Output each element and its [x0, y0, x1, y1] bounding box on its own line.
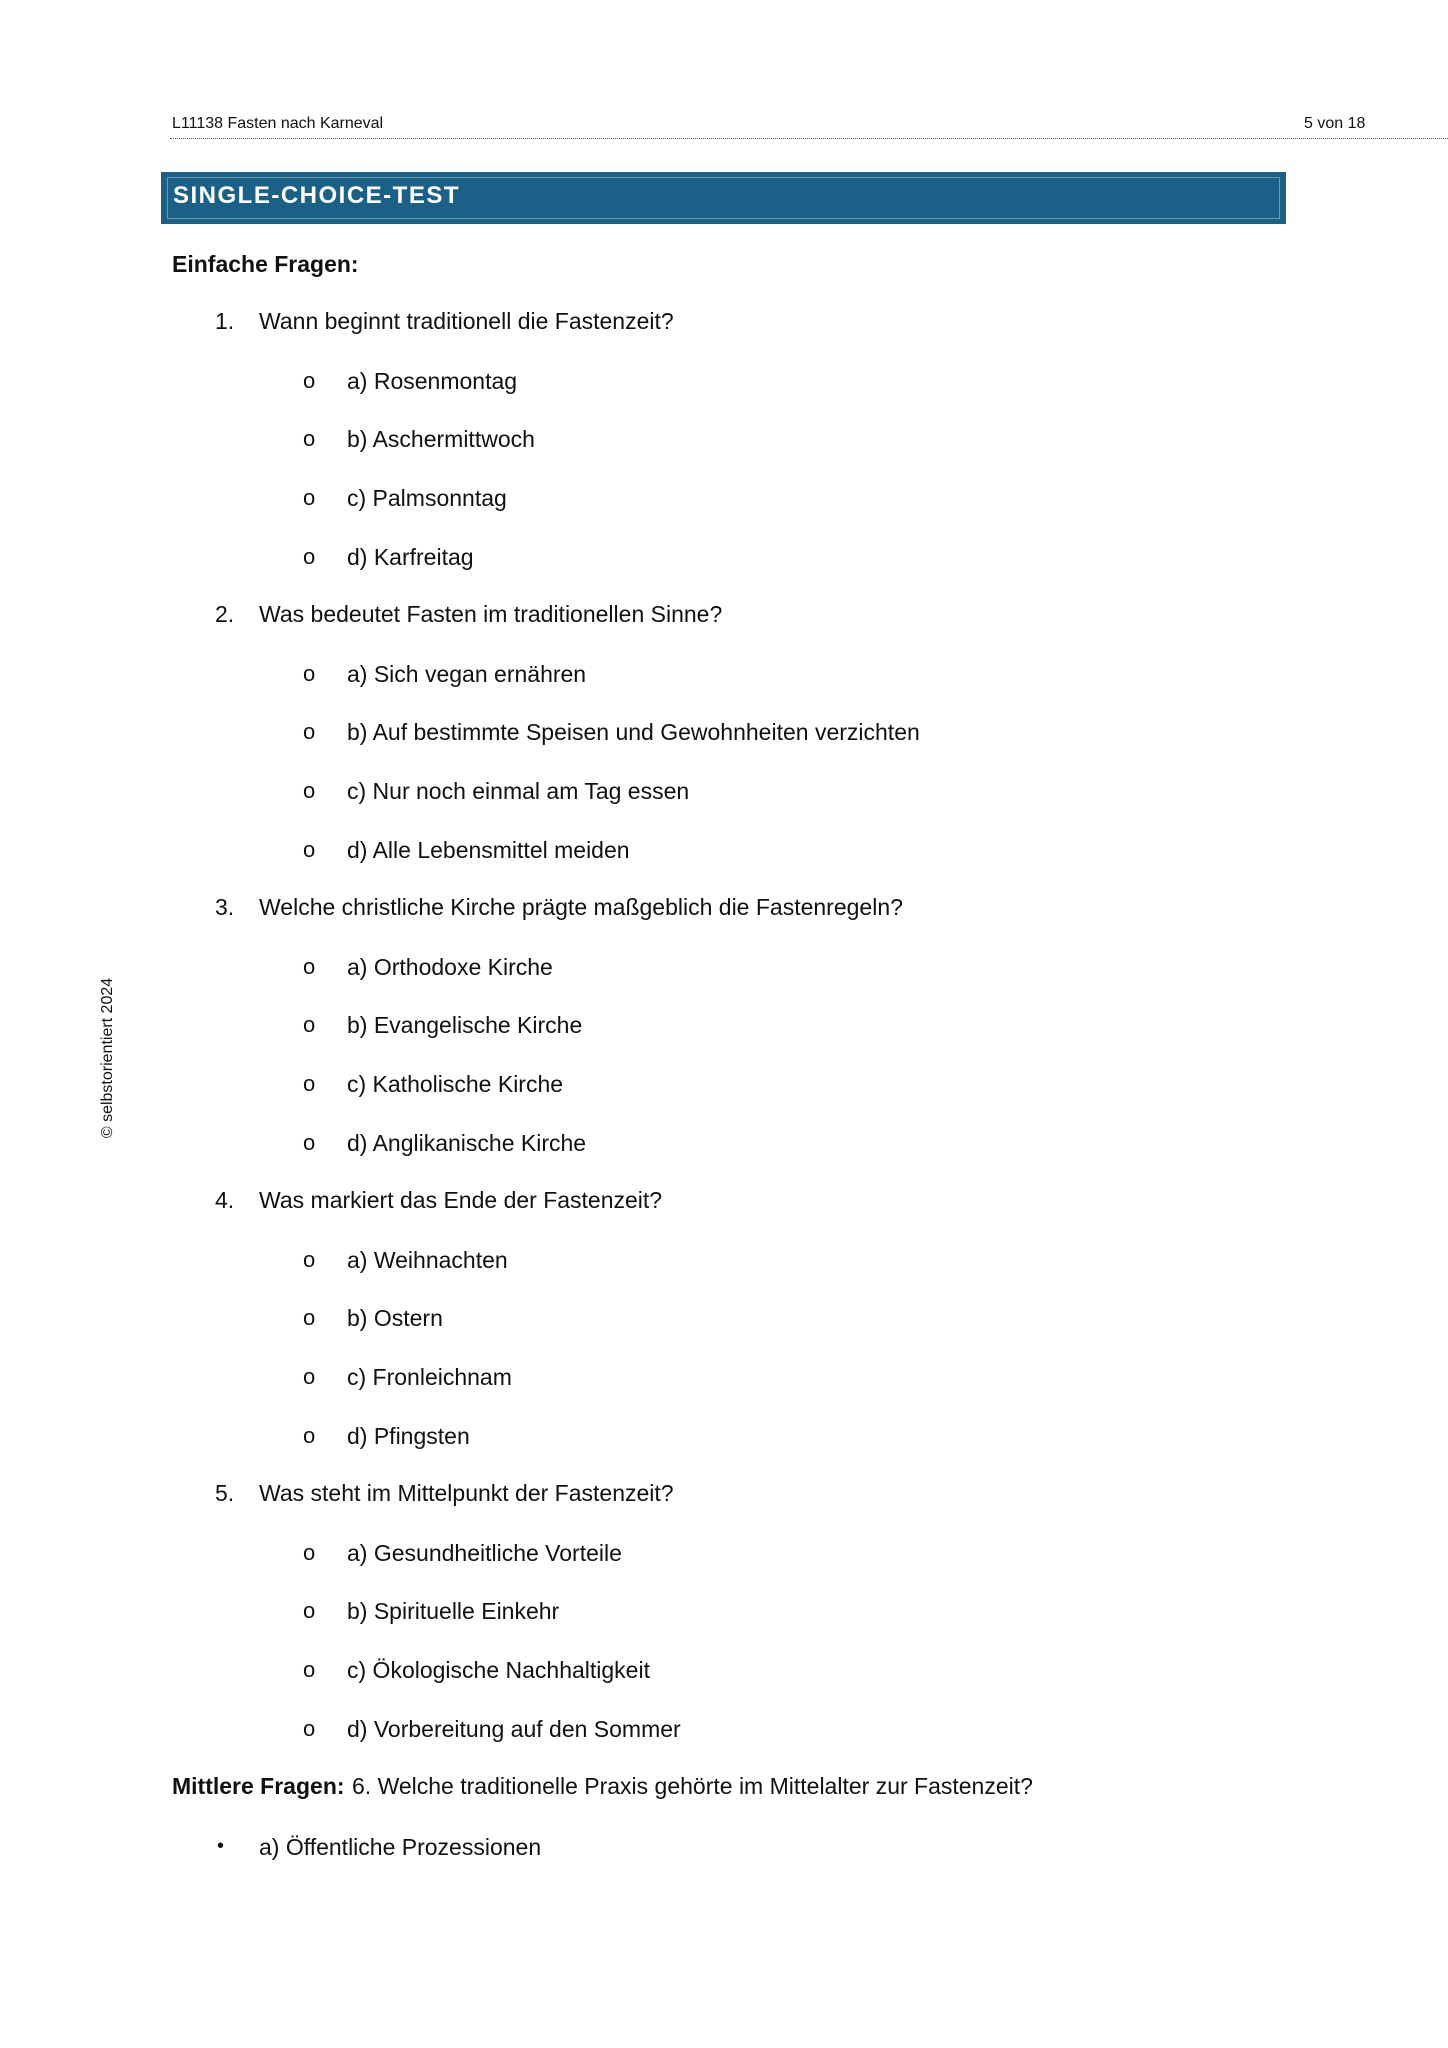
option-circle-icon: o: [303, 544, 316, 569]
question-number: 1.: [215, 308, 235, 334]
answer-option: c) Ökologische Nachhaltigkeit: [347, 1657, 650, 1683]
option-circle-icon: o: [303, 1423, 316, 1448]
easy-questions-heading: Einfache Fragen:: [172, 251, 359, 277]
option-circle-icon: o: [303, 837, 316, 862]
page-number: 5 von 18: [1304, 115, 1366, 132]
answer-option: c) Fronleichnam: [347, 1364, 512, 1390]
question-number: 4.: [215, 1187, 235, 1213]
answer-option: d) Pfingsten: [347, 1423, 470, 1449]
question-text: Wann beginnt traditionell die Fastenzeit?: [259, 308, 674, 334]
answer-option: a) Orthodoxe Kirche: [347, 954, 553, 980]
option-circle-icon: o: [303, 778, 316, 803]
answer-option: a) Öffentliche Prozessionen: [259, 1834, 542, 1860]
option-circle-icon: o: [303, 1305, 316, 1330]
question-text: 6. Welche traditionelle Praxis gehörte im Mittelalter zur Fastenzeit?: [352, 1773, 1033, 1799]
question-text: Was steht im Mittelpunkt der Fastenzeit?: [259, 1480, 674, 1506]
question-number: 2.: [215, 601, 235, 627]
answer-option: d) Alle Lebensmittel meiden: [347, 837, 630, 863]
option-circle-icon: o: [303, 1012, 316, 1037]
answer-option: b) Evangelische Kirche: [347, 1012, 583, 1038]
section-title: SINGLE-CHOICE-TEST: [173, 182, 461, 209]
answer-option: a) Rosenmontag: [347, 368, 518, 394]
answer-option: a) Sich vegan ernähren: [347, 661, 587, 687]
answer-option: c) Palmsonntag: [347, 485, 507, 511]
document-title: L11138 Fasten nach Karneval: [172, 115, 384, 132]
option-circle-icon: o: [303, 1071, 316, 1096]
question-text: Was markiert das Ende der Fastenzeit?: [259, 1187, 663, 1213]
option-circle-icon: o: [303, 661, 316, 686]
option-circle-icon: o: [303, 719, 316, 744]
option-circle-icon: o: [303, 1657, 316, 1682]
option-circle-icon: o: [303, 1540, 316, 1565]
option-circle-icon: o: [303, 1598, 316, 1623]
answer-option: c) Katholische Kirche: [347, 1071, 564, 1097]
option-circle-icon: o: [303, 485, 316, 510]
medium-questions-heading: Mittlere Fragen:: [172, 1773, 345, 1799]
answer-option: d) Karfreitag: [347, 544, 474, 570]
question-text: Was bedeutet Fasten im traditionellen Sinne?: [259, 601, 723, 627]
option-circle-icon: o: [303, 368, 316, 393]
answer-option: b) Spirituelle Einkehr: [347, 1598, 560, 1624]
answer-option: a) Weihnachten: [347, 1247, 508, 1273]
answer-option: b) Auf bestimmte Speisen und Gewohnheiten verzichten: [347, 719, 920, 745]
bullet-icon: •: [217, 1835, 225, 1857]
question-number: 3.: [215, 894, 235, 920]
question-text: Welche christliche Kirche prägte maßgeblich die Fastenregeln?: [259, 894, 903, 920]
answer-option: d) Vorbereitung auf den Sommer: [347, 1716, 681, 1742]
option-circle-icon: o: [303, 1716, 316, 1741]
option-circle-icon: o: [303, 426, 316, 451]
copyright-text: © selbstorientiert 2024: [99, 977, 116, 1139]
answer-option: d) Anglikanische Kirche: [347, 1130, 587, 1156]
option-circle-icon: o: [303, 1130, 316, 1155]
option-circle-icon: o: [303, 954, 316, 979]
answer-option: a) Gesundheitliche Vorteile: [347, 1540, 622, 1566]
answer-option: c) Nur noch einmal am Tag essen: [347, 778, 690, 804]
question-number: 5.: [215, 1480, 235, 1506]
option-circle-icon: o: [303, 1364, 316, 1389]
answer-option: b) Aschermittwoch: [347, 426, 535, 452]
answer-option: b) Ostern: [347, 1305, 443, 1331]
option-circle-icon: o: [303, 1247, 316, 1272]
